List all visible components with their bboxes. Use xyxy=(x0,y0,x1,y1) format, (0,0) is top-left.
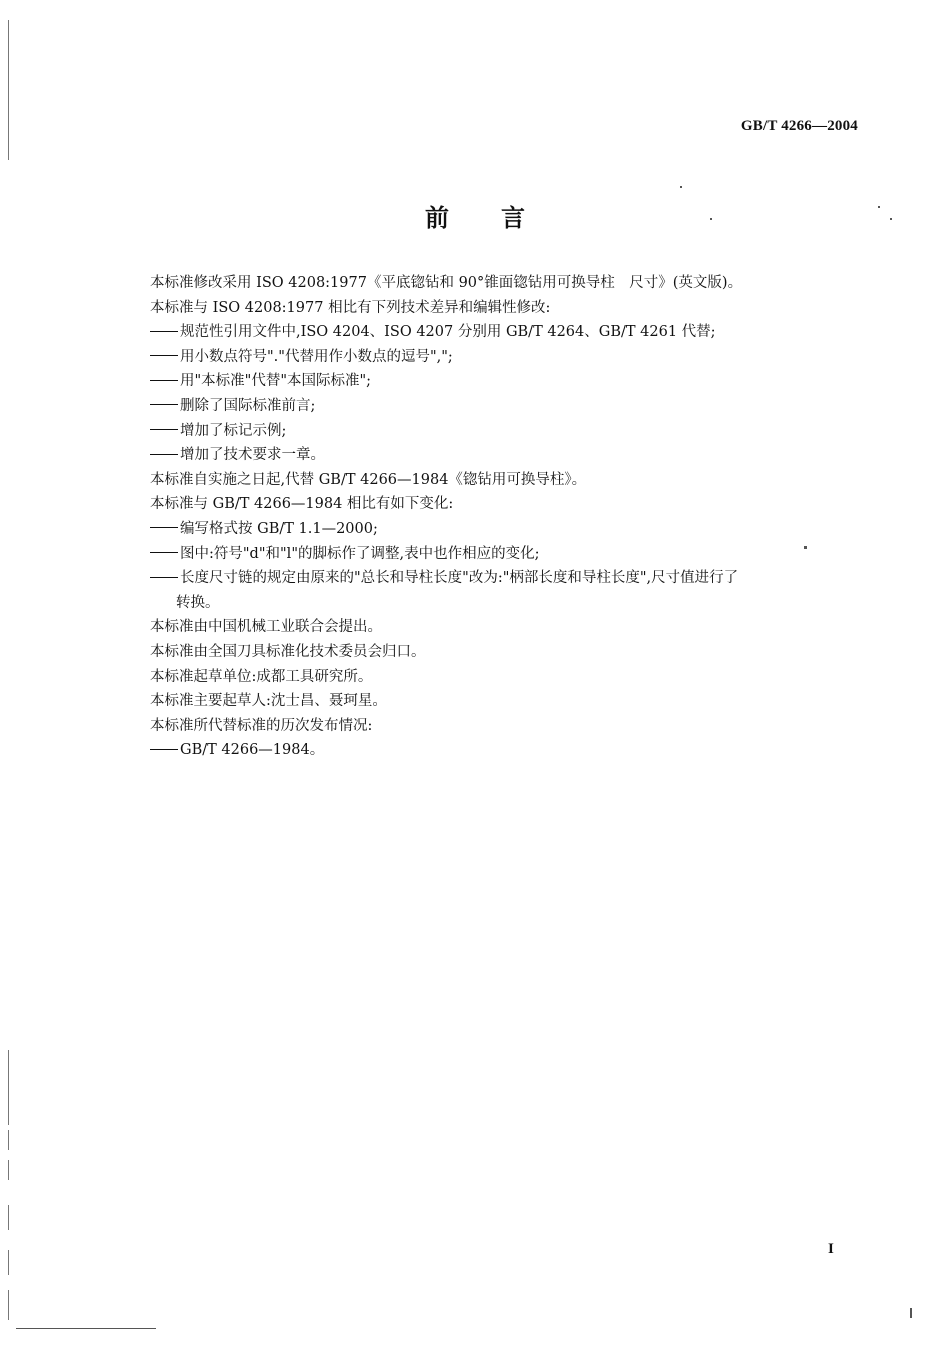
em-dash-icon xyxy=(150,404,178,405)
dash-list-item xyxy=(150,345,870,370)
scan-edge-mark xyxy=(8,1250,9,1275)
paragraph-text: 本标准自实施之日起,代替 GB/T 4266—1984《锪钻用可换导柱》。 xyxy=(150,471,587,488)
scan-edge-mark xyxy=(8,1050,9,1090)
paragraph-text: 本标准起草单位:成都工具研究所。 xyxy=(150,668,373,685)
dash-list-item xyxy=(150,369,870,394)
scan-speck xyxy=(680,186,682,188)
paragraph-text: 增加了标记示例; xyxy=(180,422,287,439)
paragraph-line xyxy=(150,665,870,690)
em-dash-icon xyxy=(150,380,178,381)
paragraph-text: 本标准由全国刀具标准化技术委员会归口。 xyxy=(150,643,426,660)
scan-speck xyxy=(804,546,807,549)
paragraph-text: 转换。 xyxy=(176,594,220,611)
foreword-body xyxy=(150,271,870,763)
dash-list-item xyxy=(150,419,870,444)
paragraph-text: 本标准与 ISO 4208:1977 相比有下列技术差异和编辑性修改: xyxy=(150,299,551,316)
paragraph-line xyxy=(150,714,870,739)
dash-list-item xyxy=(150,320,870,345)
paragraph-text: GB/T 4266—1984。 xyxy=(180,742,325,759)
scan-speck xyxy=(710,218,712,220)
dash-list-item xyxy=(150,394,870,419)
em-dash-icon xyxy=(150,331,178,332)
em-dash-icon xyxy=(150,454,178,455)
paragraph-line xyxy=(150,296,870,321)
paragraph-text: 本标准修改采用 ISO 4208:1977《平底锪钻和 90°锥面锪钻用可换导柱 尺寸》(英文版)。 xyxy=(150,275,743,291)
dash-list-item xyxy=(150,443,870,468)
em-dash-icon xyxy=(150,749,178,750)
dash-list-item xyxy=(150,517,870,542)
scan-speck xyxy=(890,218,892,220)
scan-edge-mark xyxy=(8,1290,9,1320)
scan-edge-mark xyxy=(16,1328,156,1329)
em-dash-icon xyxy=(150,527,178,528)
page-title: 前言 xyxy=(425,203,577,232)
paragraph-line xyxy=(150,468,870,493)
standard-code: GB/T 4266—2004 xyxy=(740,118,858,134)
scan-edge-mark xyxy=(8,1090,9,1125)
scan-edge-mark xyxy=(8,1160,9,1180)
paragraph-line xyxy=(150,640,870,665)
paragraph-text: 本标准所代替标准的历次发布情况: xyxy=(150,717,373,734)
paragraph-text: 增加了技术要求一章。 xyxy=(180,447,325,464)
em-dash-icon xyxy=(150,577,178,578)
scan-speck xyxy=(910,1308,912,1318)
paragraph-text: 本标准与 GB/T 4266—1984 相比有如下变化: xyxy=(150,496,454,513)
em-dash-icon xyxy=(150,429,178,430)
paragraph-text: 用"本标准"代替"本国际标准"; xyxy=(180,373,372,390)
page-number: I xyxy=(828,1241,834,1257)
paragraph-line xyxy=(150,689,870,714)
paragraph-text: 规范性引用文件中,ISO 4204、ISO 4207 分别用 GB/T 4264、GB/T 4261 代替; xyxy=(180,324,716,341)
paragraph-text: 长度尺寸链的规定由原来的"总长和导柱长度"改为:"柄部长度和导柱长度",尺寸值进行了 xyxy=(180,570,739,587)
em-dash-icon xyxy=(150,355,178,356)
dash-list-item xyxy=(150,566,870,591)
paragraph-text: 图中:符号"d"和"l"的脚标作了调整,表中也作相应的变化; xyxy=(180,545,540,562)
paragraph-line xyxy=(150,615,870,640)
scan-edge-mark xyxy=(8,20,9,160)
em-dash-icon xyxy=(150,552,178,553)
paragraph-text: 用小数点符号"."代替用作小数点的逗号","; xyxy=(180,348,453,365)
paragraph-line xyxy=(150,271,870,296)
scan-speck xyxy=(878,206,880,208)
scan-edge-mark xyxy=(8,1205,9,1230)
paragraph-text: 本标准主要起草人:沈士昌、聂珂星。 xyxy=(150,693,387,710)
dash-list-item xyxy=(150,542,870,567)
dash-list-item xyxy=(150,738,870,763)
paragraph-text: 编写格式按 GB/T 1.1—2000; xyxy=(180,520,378,537)
paragraph-text: 删除了国际标准前言; xyxy=(180,397,316,414)
scan-edge-mark xyxy=(8,1130,9,1150)
paragraph-line xyxy=(150,591,870,616)
paragraph-line xyxy=(150,492,870,517)
paragraph-text: 本标准由中国机械工业联合会提出。 xyxy=(150,619,382,636)
